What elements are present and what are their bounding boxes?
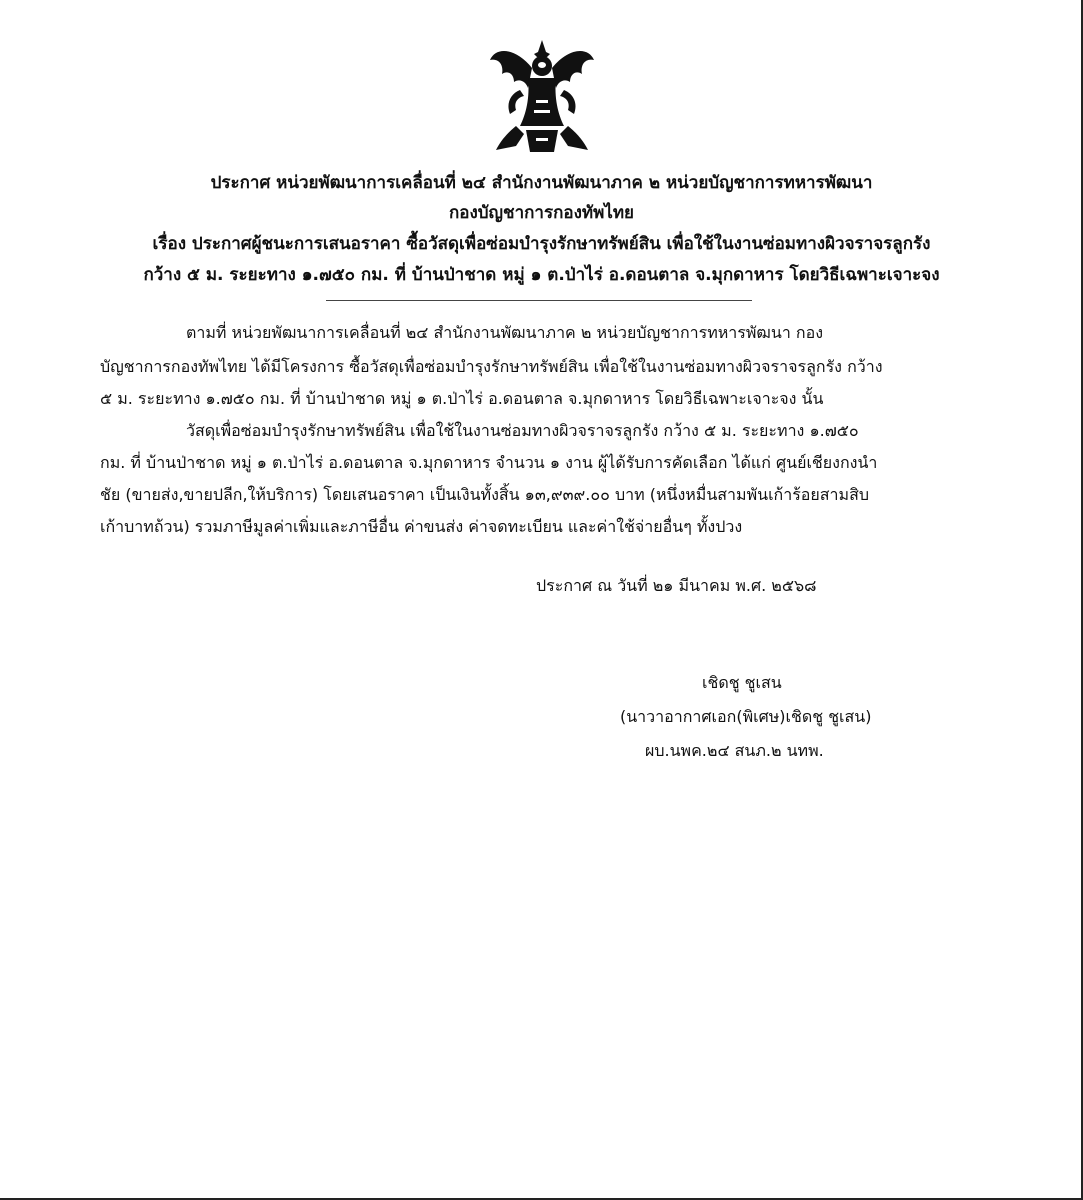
body-paragraph-line-6: ชัย (ขายส่ง,ขายปลีก,ให้บริการ) โดยเสนอราคา เป็นเงินทั้งสิ้น ๑๓,๙๓๙.๐๐ บาท (หนึ่งหมื่นสามพันเก้าร้อยสามสิบ xyxy=(100,485,869,504)
signature-name: เชิดชู ชูเสน xyxy=(702,673,782,692)
signature-position: ผบ.นพค.๒๔ สนภ.๒ นทพ. xyxy=(645,741,824,760)
garuda-emblem-icon xyxy=(486,38,598,156)
header-title-line-2: กองบัญชาการกองทัพไทย xyxy=(448,203,635,223)
announcement-date: ประกาศ ณ วันที่ ๒๑ มีนาคม พ.ศ. ๒๕๖๘ xyxy=(536,576,817,595)
header-divider xyxy=(326,300,752,301)
body-paragraph-line-4: วัสดุเพื่อซ่อมบำรุงรักษาทรัพย์สิน เพื่อใช้ในงานซ่อมทางผิวจราจรลูกรัง กว้าง ๕ ม. ระยะทาง ๑.๗๕๐ xyxy=(186,421,859,440)
body-paragraph-line-2: บัญชาการกองทัพไทย ได้มีโครงการ ซื้อวัสดุเพื่อซ่อมบำรุงรักษาทรัพย์สิน เพื่อใช้ในงานซ่อมทางผิวจราจรลูกรัง กว้าง xyxy=(100,357,883,376)
signature-full-name: (นาวาอากาศเอก(พิเศษ)เชิดชู ชูเสน) xyxy=(620,707,872,726)
header-title-line-1: ประกาศ หน่วยพัฒนาการเคลื่อนที่ ๒๔ สำนักงานพัฒนาภาค ๒ หน่วยบัญชาการทหารพัฒนา xyxy=(210,173,873,193)
header-subject-line-2: กว้าง ๕ ม. ระยะทาง ๑.๗๕๐ กม. ที่ บ้านป่าชาด หมู่ ๑ ต.ป่าไร่ อ.ดอนตาล จ.มุกดาหาร โดยวิธีเฉพาะเจาะจง xyxy=(143,265,940,285)
body-paragraph-line-5: กม. ที่ บ้านป่าชาด หมู่ ๑ ต.ป่าไร่ อ.ดอนตาล จ.มุกดาหาร จำนวน ๑ งาน ผู้ได้รับการคัดเลือก ได้แก่ ศูนย์เชียงกงนำ xyxy=(100,453,878,472)
body-paragraph-line-7: เก้าบาทถ้วน) รวมภาษีมูลค่าเพิ่มและภาษีอื่น ค่าขนส่ง ค่าจดทะเบียน และค่าใช้จ่ายอื่นๆ ทั้งปวง xyxy=(100,517,743,536)
body-paragraph-line-1: ตามที่ หน่วยพัฒนาการเคลื่อนที่ ๒๔ สำนักงานพัฒนาภาค ๒ หน่วยบัญชาการทหารพัฒนา กอง xyxy=(186,323,823,342)
body-paragraph-line-3: ๕ ม. ระยะทาง ๑.๗๕๐ กม. ที่ บ้านป่าชาด หมู่ ๑ ต.ป่าไร่ อ.ดอนตาล จ.มุกดาหาร โดยวิธีเฉพาะเจาะจง นั้น xyxy=(100,389,824,408)
header-subject-line-1: เรื่อง ประกาศผู้ชนะการเสนอราคา ซื้อวัสดุเพื่อซ่อมบำรุงรักษาทรัพย์สิน เพื่อใช้ในงานซ่อมทางผิวจราจรลูกรัง xyxy=(152,234,931,254)
